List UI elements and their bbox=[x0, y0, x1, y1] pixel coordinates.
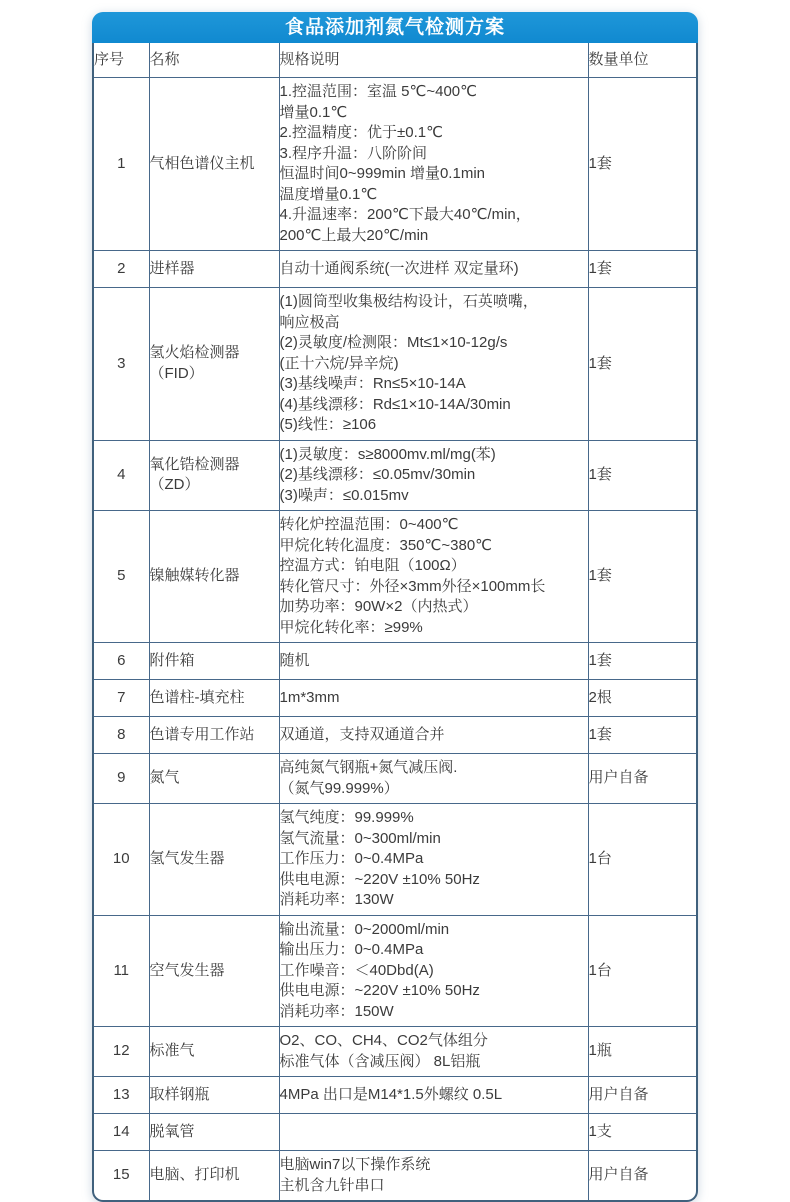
spec-table-wrap bbox=[92, 43, 698, 1202]
spec-cell bbox=[279, 643, 588, 680]
spec-line: 甲烷化转化温度：350℃~380℃ bbox=[279, 536, 493, 554]
table-row bbox=[94, 804, 698, 916]
spec-line: 转化管尺寸：外径×3mm外径×100mm长 bbox=[279, 577, 546, 595]
spec-cell bbox=[279, 1077, 588, 1114]
row-index-cell: 14 bbox=[94, 1114, 149, 1151]
table-row bbox=[94, 511, 698, 643]
table-row bbox=[94, 754, 698, 804]
spec-line: 高纯氮气钢瓶+氮气减压阀. bbox=[279, 759, 458, 776]
spec-line: (5)线性：≥106 bbox=[279, 416, 377, 433]
spec-cell bbox=[279, 754, 588, 804]
spec-line: 氢气流量：0~300ml/min bbox=[279, 829, 441, 847]
spec-cell bbox=[279, 1114, 588, 1151]
quantity-cell: 1支 bbox=[588, 1114, 698, 1151]
column-header-quantity: 数量单位 bbox=[588, 43, 698, 78]
column-header-name: 名称 bbox=[149, 43, 279, 78]
spec-line: (4)基线漂移：Rd≤1×10-14A/30min bbox=[279, 395, 511, 413]
item-name-cell: 气相色谱仪主机 bbox=[149, 78, 279, 251]
spec-line: 恒温时间0~999min 增量0.1min bbox=[279, 165, 485, 182]
quantity-cell: 1套 bbox=[588, 511, 698, 643]
spec-line: 随机 bbox=[279, 651, 310, 669]
spec-line: 控温方式：铂电阻（100Ω） bbox=[279, 557, 466, 574]
quantity-cell: 1套 bbox=[588, 288, 698, 441]
table-row bbox=[94, 1077, 698, 1114]
spec-cell bbox=[279, 1151, 588, 1201]
quantity-cell: 1套 bbox=[588, 717, 698, 754]
spec-line: (2)基线漂移：≤0.05mv/30min bbox=[279, 466, 476, 483]
row-index-cell: 3 bbox=[94, 288, 149, 441]
spec-cell bbox=[279, 680, 588, 717]
spec-line: 4.升温速率：200℃下最大40℃/min， bbox=[279, 206, 531, 223]
spec-cell bbox=[279, 915, 588, 1027]
item-name-cell: 氢火焰检测器（FID） bbox=[149, 288, 279, 441]
spec-line: 电脑win7以下操作系统 bbox=[279, 1156, 431, 1173]
item-name-cell: 色谱柱-填充柱 bbox=[149, 680, 279, 717]
spec-table-body bbox=[94, 78, 698, 1201]
spec-line: 供电电源：~220V ±10% 50Hz bbox=[279, 982, 480, 999]
quantity-cell: 1套 bbox=[588, 251, 698, 288]
spec-line: 200℃上最大20℃/min bbox=[279, 226, 429, 244]
spec-line: 甲烷化转化率：≥99% bbox=[279, 618, 423, 636]
row-index-cell: 11 bbox=[94, 915, 149, 1027]
item-name-cell: 附件箱 bbox=[149, 643, 279, 680]
item-name-cell: 氮气 bbox=[149, 754, 279, 804]
spec-cell bbox=[279, 288, 588, 441]
spec-line: 工作噪音：＜40Dbd(A) bbox=[279, 961, 434, 979]
table-row bbox=[94, 288, 698, 441]
row-index-cell: 5 bbox=[94, 511, 149, 643]
row-index-cell: 8 bbox=[94, 717, 149, 754]
row-index-cell: 10 bbox=[94, 804, 149, 916]
column-header-index: 序号 bbox=[94, 43, 149, 78]
row-index-cell: 15 bbox=[94, 1151, 149, 1201]
spec-line: 主机含九针串口 bbox=[279, 1176, 385, 1194]
spec-line: 增量0.1℃ bbox=[279, 103, 348, 121]
item-name-cell: 色谱专用工作站 bbox=[149, 717, 279, 754]
spec-cell bbox=[279, 804, 588, 916]
spec-line: 加势功率：90W×2（内热式） bbox=[279, 598, 478, 615]
row-index-cell: 6 bbox=[94, 643, 149, 680]
row-index-cell: 13 bbox=[94, 1077, 149, 1114]
item-name-cell: 进样器 bbox=[149, 251, 279, 288]
spec-line: 工作压力：0~0.4MPa bbox=[279, 850, 424, 867]
spec-line: (2)灵敏度/检测限：Mt≤1×10-12g/s bbox=[279, 334, 508, 351]
spec-line: 供电电源：~220V ±10% 50Hz bbox=[279, 870, 480, 888]
spec-line: 标准气体（含减压阀） 8L铝瓶 bbox=[279, 1052, 481, 1070]
item-name-cell: 镍触媒转化器 bbox=[149, 511, 279, 643]
spec-line: 转化炉控温范围：0~400℃ bbox=[279, 516, 459, 533]
row-index-cell: 9 bbox=[94, 754, 149, 804]
item-name-cell: 电脑、打印机 bbox=[149, 1151, 279, 1201]
table-row bbox=[94, 78, 698, 251]
spec-line: 4MPa 出口是M14*1.5外螺纹 0.5L bbox=[279, 1085, 503, 1103]
spec-line: 1.控温范围：室温 5℃~400℃ bbox=[279, 83, 477, 100]
quantity-cell: 用户自备 bbox=[588, 1151, 698, 1201]
table-row bbox=[94, 440, 698, 511]
row-index-cell: 1 bbox=[94, 78, 149, 251]
quantity-cell: 用户自备 bbox=[588, 754, 698, 804]
table-row bbox=[94, 251, 698, 288]
row-index-cell: 12 bbox=[94, 1027, 149, 1077]
item-name-cell: 标准气 bbox=[149, 1027, 279, 1077]
spec-line: 氢气纯度：99.999% bbox=[279, 809, 414, 826]
spec-line: 消耗功率：150W bbox=[279, 1002, 394, 1020]
table-row bbox=[94, 1027, 698, 1077]
quantity-cell: 1套 bbox=[588, 643, 698, 680]
table-row bbox=[94, 717, 698, 754]
table-row bbox=[94, 643, 698, 680]
quantity-cell: 用户自备 bbox=[588, 1077, 698, 1114]
quantity-cell: 2根 bbox=[588, 680, 698, 717]
table-row bbox=[94, 1151, 698, 1201]
spec-line: 3.程序升温：八阶阶间 bbox=[279, 144, 428, 162]
spec-table bbox=[94, 43, 698, 1200]
spec-cell bbox=[279, 251, 588, 288]
item-name-cell: 脱氧管 bbox=[149, 1114, 279, 1151]
spec-cell bbox=[279, 78, 588, 251]
spec-line: O2、CO、CH4、CO2气体组分 bbox=[279, 1032, 488, 1049]
item-name-cell: 取样钢瓶 bbox=[149, 1077, 279, 1114]
spec-line: 响应极高 bbox=[279, 313, 340, 331]
item-name-cell: 氧化锆检测器（ZD） bbox=[149, 440, 279, 511]
spec-cell bbox=[279, 1027, 588, 1077]
spec-line: 双通道，支持双通道合并 bbox=[279, 725, 445, 743]
page-title: 食品添加剂氮气检测方案 bbox=[92, 12, 698, 43]
spec-line: 1m*3mm bbox=[279, 688, 340, 706]
spec-line: 消耗功率：130W bbox=[279, 891, 394, 908]
spec-line: (3)基线噪声：Rn≤5×10-14A bbox=[279, 375, 466, 392]
row-index-cell: 2 bbox=[94, 251, 149, 288]
spec-cell bbox=[279, 440, 588, 511]
item-name-cell: 氢气发生器 bbox=[149, 804, 279, 916]
quantity-cell: 1台 bbox=[588, 915, 698, 1027]
table-row bbox=[94, 1114, 698, 1151]
quantity-cell: 1套 bbox=[588, 78, 698, 251]
spec-line: 输出压力：0~0.4MPa bbox=[279, 941, 424, 958]
item-name-cell: 空气发生器 bbox=[149, 915, 279, 1027]
spec-line: 温度增量0.1℃ bbox=[279, 185, 378, 203]
spec-line: (3)噪声：≤0.015mv bbox=[279, 486, 409, 504]
quantity-cell: 1瓶 bbox=[588, 1027, 698, 1077]
spec-cell bbox=[279, 717, 588, 754]
spec-line: (1)灵敏度：s≥8000mv.ml/mg(苯) bbox=[279, 445, 496, 463]
spec-line: 自动十通阀系统(一次进样 双定量环) bbox=[279, 259, 519, 277]
row-index-cell: 7 bbox=[94, 680, 149, 717]
spec-line: 2.控温精度：优于±0.1℃ bbox=[279, 124, 443, 141]
quantity-cell: 1台 bbox=[588, 804, 698, 916]
spec-line: (正十六烷/异辛烷) bbox=[279, 354, 399, 372]
table-header-row bbox=[94, 43, 698, 78]
spec-line: (1)圆筒型收集极结构设计，石英喷嘴， bbox=[279, 293, 538, 310]
spec-cell bbox=[279, 511, 588, 643]
detection-plan-card bbox=[92, 12, 698, 1202]
row-index-cell: 4 bbox=[94, 440, 149, 511]
table-row bbox=[94, 680, 698, 717]
quantity-cell: 1套 bbox=[588, 440, 698, 511]
spec-line: 输出流量：0~2000ml/min bbox=[279, 920, 450, 938]
spec-line: （氮气99.999%） bbox=[279, 779, 399, 797]
table-row bbox=[94, 915, 698, 1027]
column-header-spec: 规格说明 bbox=[279, 43, 588, 78]
